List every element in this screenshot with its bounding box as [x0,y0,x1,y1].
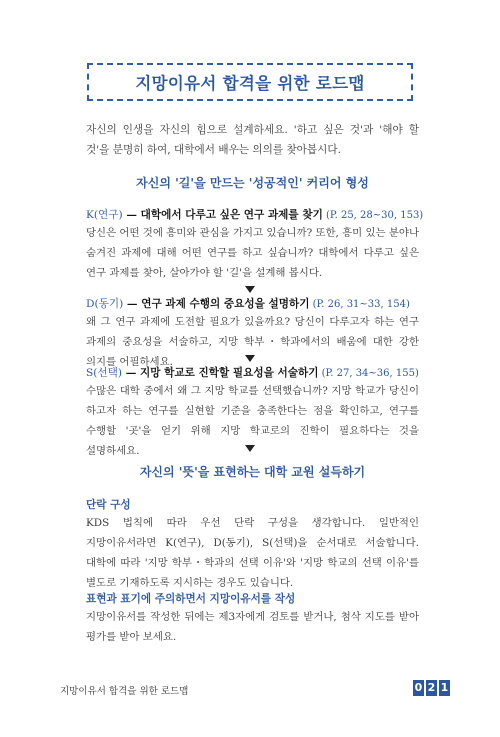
page-digit: 2 [427,681,436,694]
section-heading-career: 자신의 '길'을 만드는 '성공적인' 커리어 형성 [136,176,369,190]
down-arrow-icon [245,355,255,362]
item-pages: (P. 25, 28~30, 153) [322,210,424,221]
footer-title: 지망이유서 합격을 위한 로드맵 [60,686,189,697]
title-box [87,63,413,101]
paragraph-structure-text: KDS 법칙에 따라 우선 단락 구성을 생각합니다. 일반적인 지망이유서라면 K(연구), D(동기), S(선택)을 순서대로 서술합니다. 대학에 따라 '지망 학부・학과의 선택 이유'와 '지망 학교의 선택 이유'를 별도로 기재하도록 지시하는 경우도 있습니다. [86,517,419,589]
writing-text: 지망이유서를 작성한 뒤에는 제3자에게 검토를 받거나, 첨삭 지도를 받아 평가를 받아 보세요. [86,611,419,643]
item-title: — 지망 학교로 진학할 필요성을 서술하기 [122,367,319,379]
item-title: — 대학에서 다루고 싶은 연구 과제를 찾기 [122,209,323,221]
item-text-d: 왜 그 연구 과제에 도전할 필요가 있을까요? 당신이 다루고자 하는 연구 과제의 중요성을 서술하고, 지망 학부・학과에서의 배움에 대한 강한 의지를 어필하세요. [86,316,419,368]
item-pages: (P. 27, 34~36, 155) [318,368,419,379]
intro-paragraph: 자신의 인생을 자신의 힘으로 설계하세요. '하고 싶은 것'과 '해야 할 것'을 분명히 하여, 대학에서 배우는 의의를 찾아봅시다. [86,124,419,156]
item-heading-s [86,365,426,382]
item-text-k: 당신은 어떤 것에 흥미와 관심을 가지고 있습니까? 또한, 흥미 있는 분야나 숨겨진 과제에 대해 어떤 연구를 하고 싶습니까? 대학에서 다루고 싶은 연구 과제를 찾아, 살아가야 할 '길'을 설계해 봅시다. [86,227,419,279]
sub-heading-writing: 표현과 표기에 주의하면서 지망이유서를 작성 [86,593,296,605]
item-text-s: 수많은 대학 중에서 왜 그 지망 학교를 선택했습니까? 지망 학교가 당신이 하고자 하는 연구를 실현할 기준을 충족한다는 점을 확인하고, 연구를 수행할 '곳'을 얻기 위해 지망 학교로의 진학이 필요하다는 것을 설명하세요. [86,385,419,457]
item-heading-k [86,207,426,224]
down-arrow-icon [245,445,255,452]
page-digit: 1 [440,681,449,694]
page-digit: 0 [414,681,423,694]
item-heading-d [86,296,426,313]
item-code: D(동기) [86,298,124,310]
item-pages: (P. 26, 31~33, 154) [309,299,410,310]
sub-heading-paragraph: 단락 구성 [86,499,131,511]
page-number [413,680,450,696]
item-code: S(선택) [86,367,122,379]
page-title: 지망이유서 합격을 위한 로드맵 [135,74,365,93]
down-arrow-icon [245,286,255,293]
item-title: — 연구 과제 수행의 중요성을 설명하기 [123,298,310,310]
section-heading-persuasion: 자신의 '뜻'을 표현하는 대학 교원 설득하기 [139,465,366,479]
item-code: K(연구) [86,209,123,221]
